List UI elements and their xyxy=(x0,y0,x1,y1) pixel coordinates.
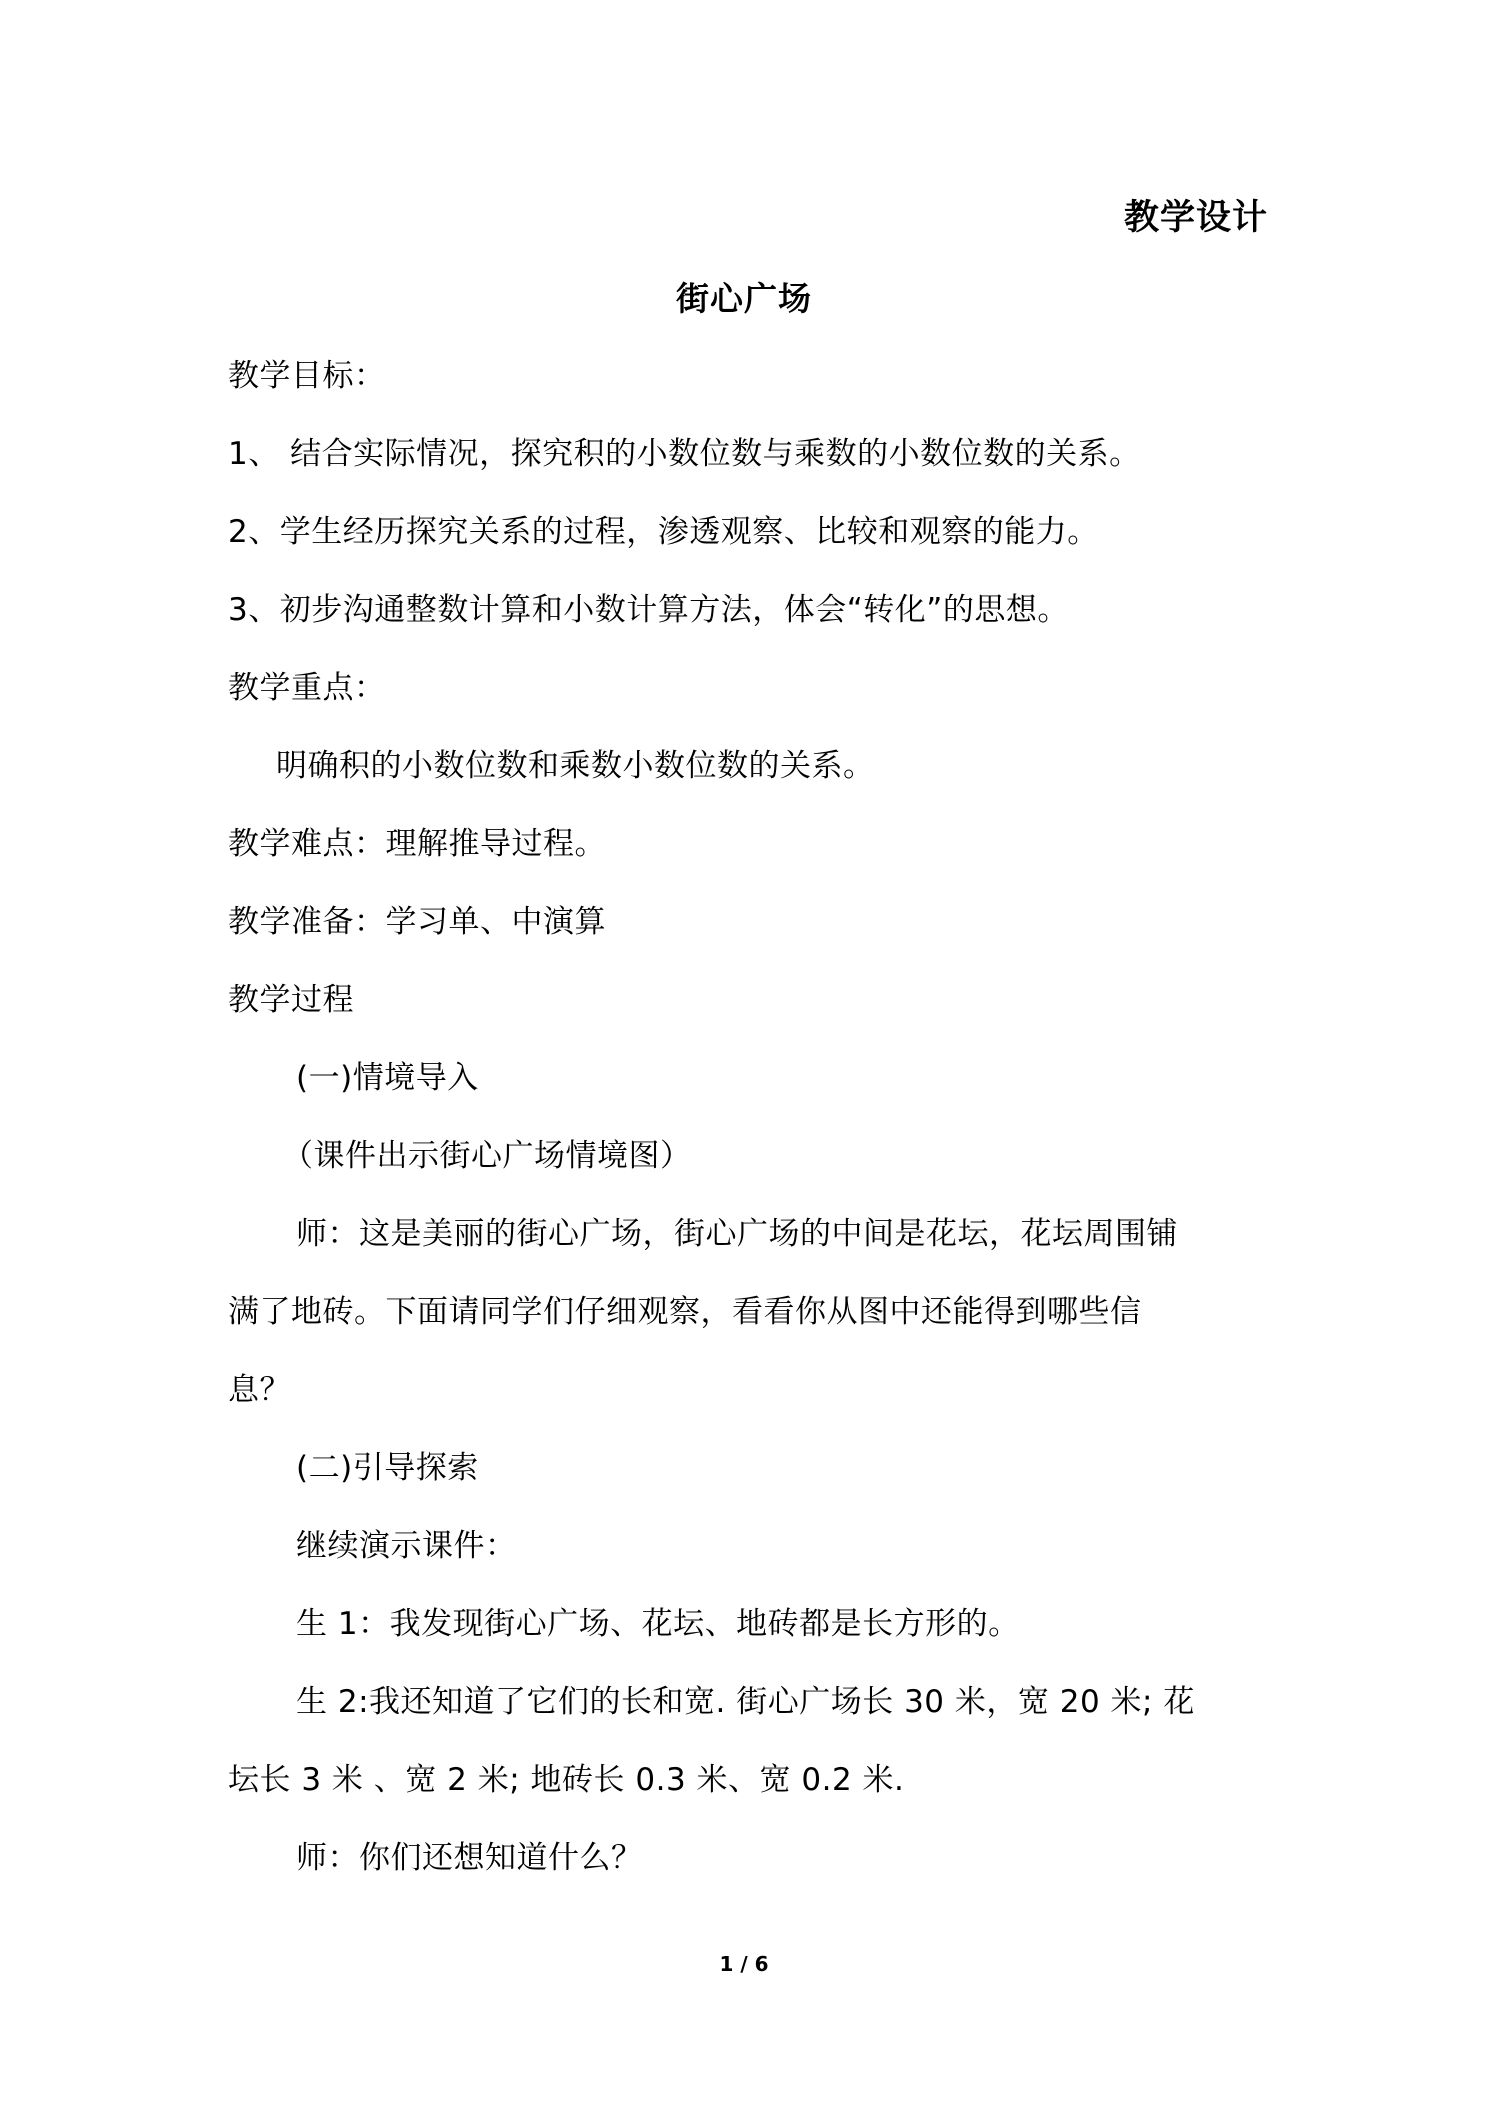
objective-1: 1、 结合实际情况，探究积的小数位数与乘数的小数位数的关系。 xyxy=(228,436,1141,472)
section-1-heading: (一)情境导入 xyxy=(296,1060,479,1096)
key-points-heading: 教学重点： xyxy=(228,670,386,706)
teacher-line-1: 师：这是美丽的街心广场，街心广场的中间是花坛，花坛周围铺 xyxy=(296,1216,1178,1252)
difficulty-line: 教学难点：理解推导过程。 xyxy=(228,826,606,862)
section-1-note: （课件出示街心广场情境图） xyxy=(282,1138,692,1174)
continue-demo-line: 继续演示课件： xyxy=(296,1528,517,1564)
student-1-line: 生 1：我发现街心广场、花坛、地砖都是长方形的。 xyxy=(296,1606,1020,1642)
student-2-line-1: 生 2:我还知道了它们的长和宽. 街心广场长 30 米，宽 20 米; 花 xyxy=(296,1684,1195,1720)
page-number: 1 / 6 xyxy=(719,1952,769,1976)
teacher-question-line: 师：你们还想知道什么？ xyxy=(296,1840,643,1876)
teacher-line-3: 息？ xyxy=(228,1372,291,1408)
section-2-heading: (二)引导探索 xyxy=(296,1450,479,1486)
document-title: 街心广场 xyxy=(676,279,812,318)
student-2-line-2: 坛长 3 米 、宽 2 米; 地砖长 0.3 米、宽 0.2 米. xyxy=(228,1762,905,1798)
key-points-content: 明确积的小数位数和乘数小数位数的关系。 xyxy=(276,748,875,784)
preparation-line: 教学准备：学习单、中演算 xyxy=(228,904,606,940)
document-header: 教学设计 xyxy=(1123,198,1268,238)
objective-3: 3、初步沟通整数计算和小数计算方法，体会“转化”的思想。 xyxy=(228,592,1069,628)
teacher-line-2: 满了地砖。下面请同学们仔细观察，看看你从图中还能得到哪些信 xyxy=(228,1294,1142,1330)
objectives-heading: 教学目标： xyxy=(228,358,386,394)
process-heading: 教学过程 xyxy=(228,982,354,1018)
objective-2: 2、学生经历探究关系的过程，渗透观察、比较和观察的能力。 xyxy=(228,514,1099,550)
